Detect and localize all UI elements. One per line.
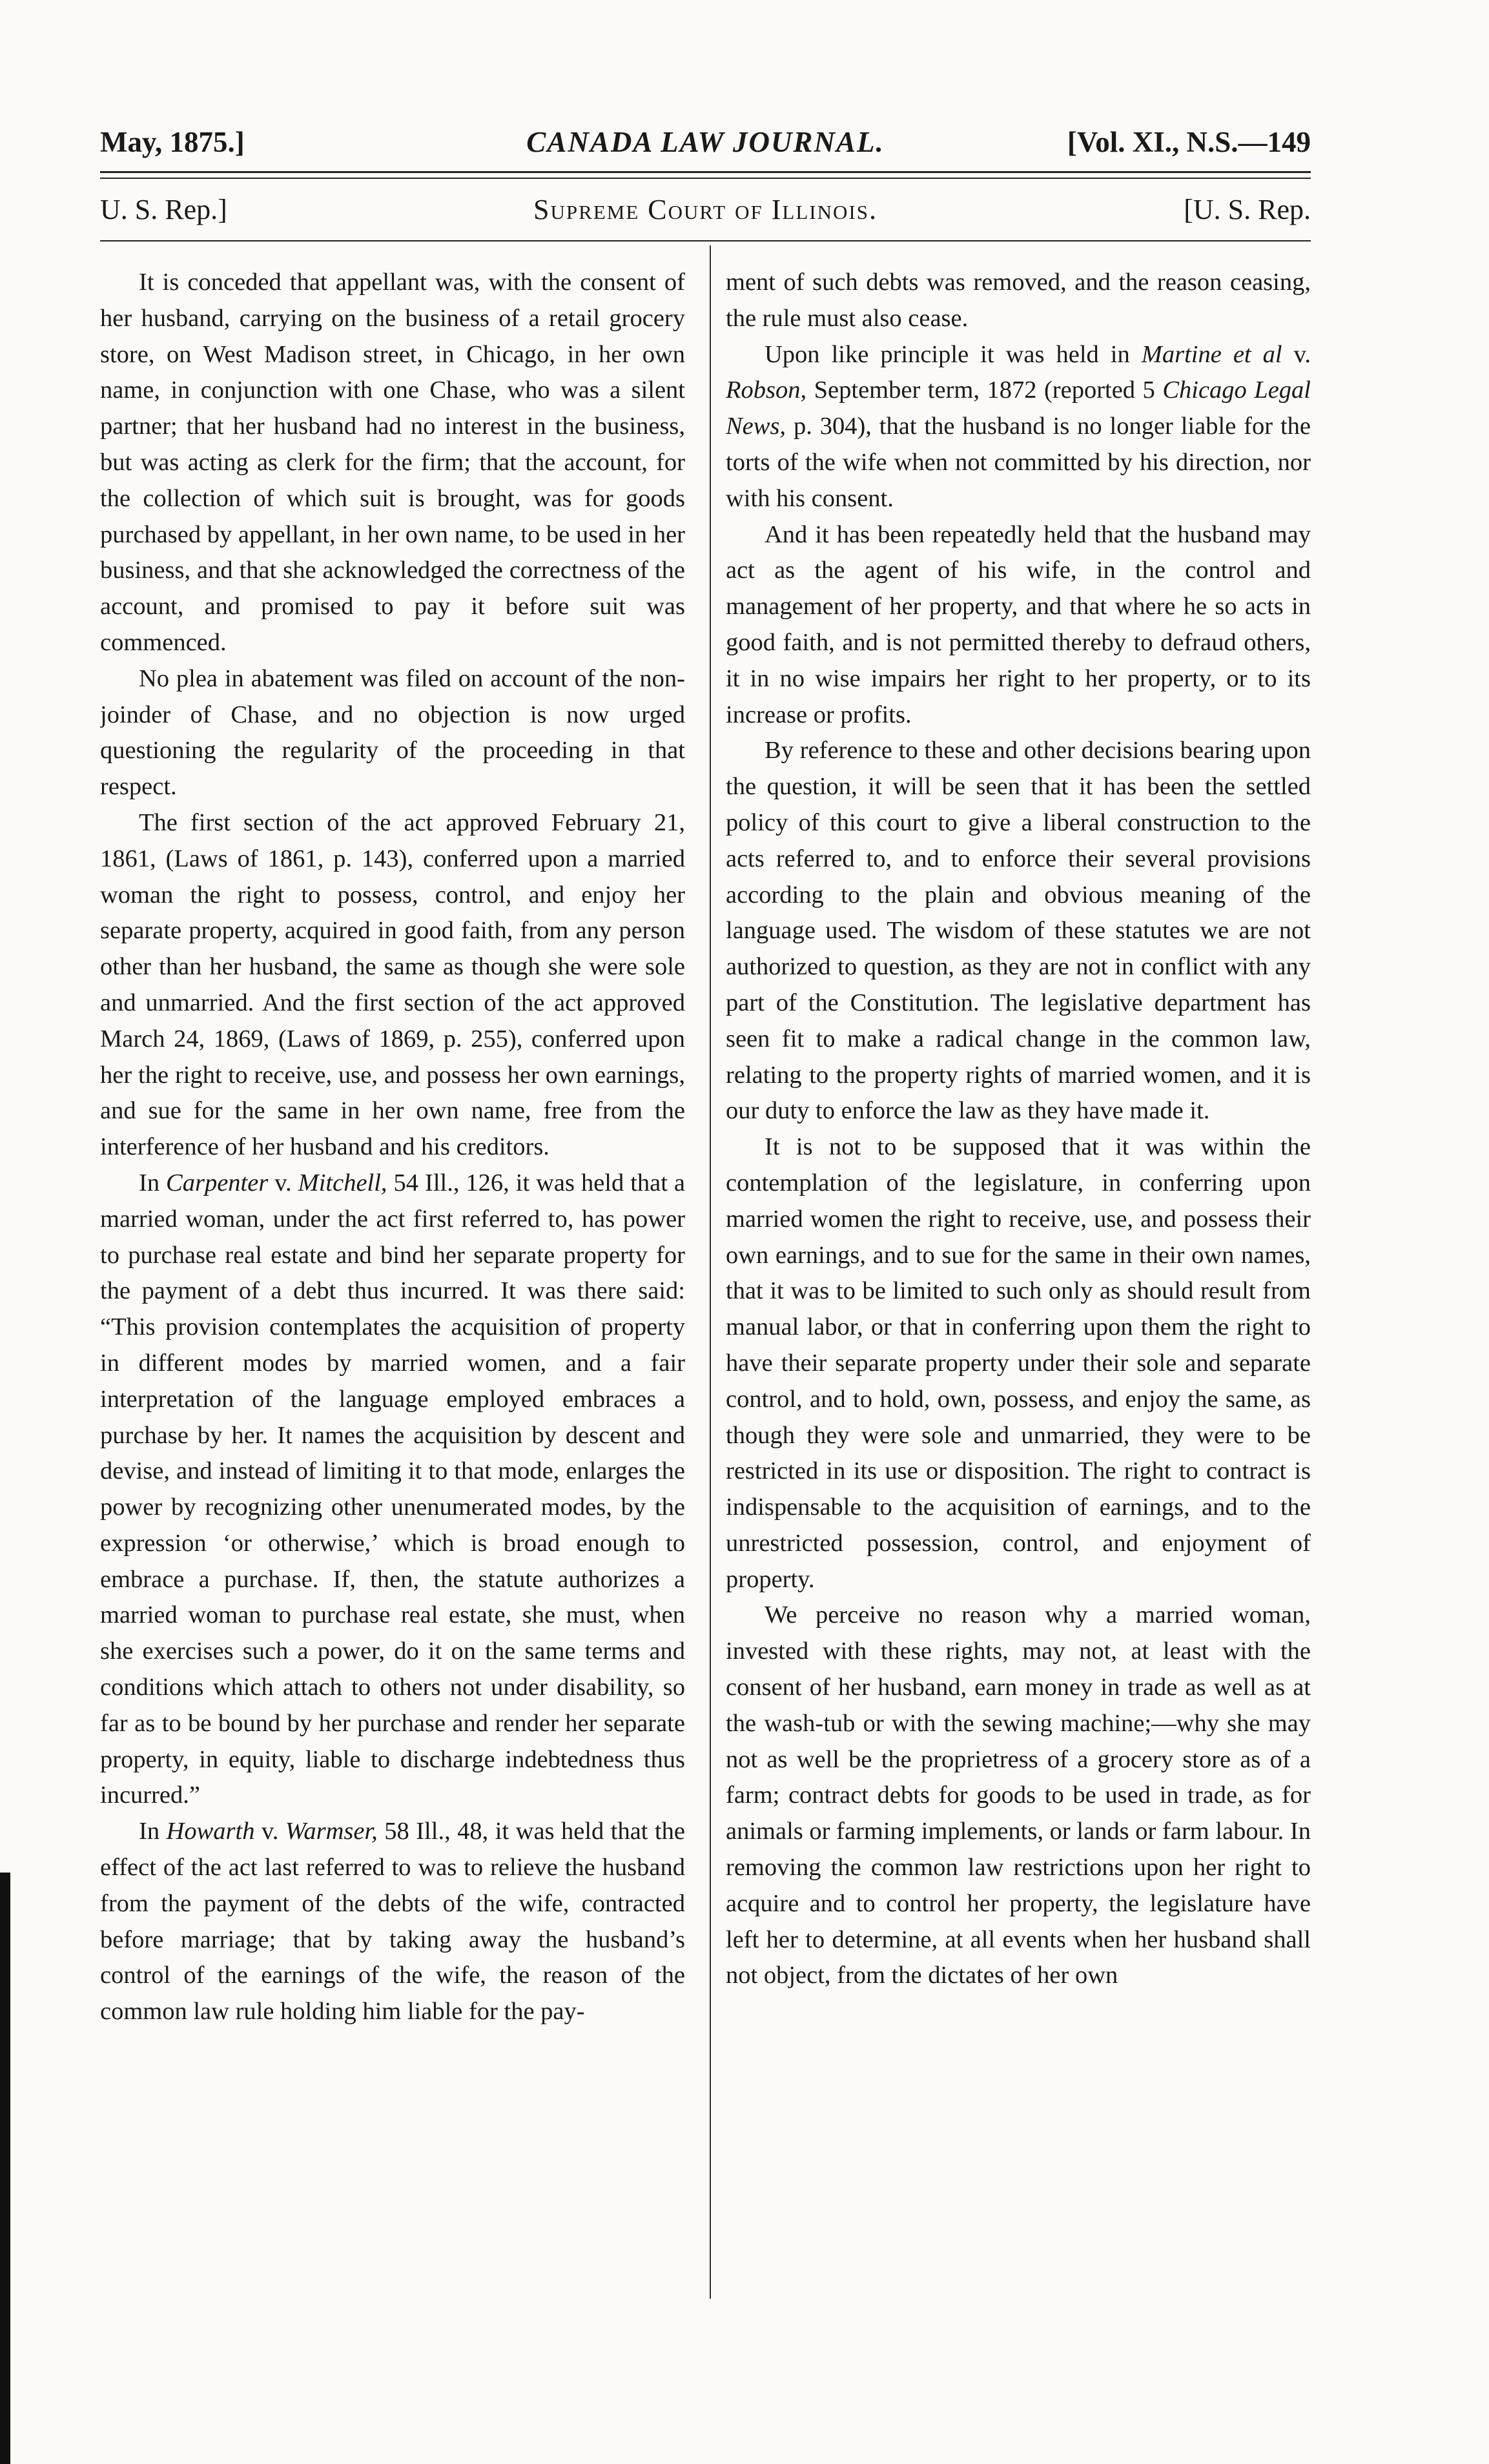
text-run: In [139, 1818, 167, 1845]
text-run: v. [268, 1169, 298, 1196]
paragraph: No plea in abatement was filed on account of the non-joinder of Chase, and no objection is now urged questioning the regularity of the proceeding in that respect. [100, 664, 685, 801]
journal-title: CANADA LAW JOURNAL. [526, 126, 885, 158]
section-header [100, 187, 1311, 232]
court-name: Supreme Court of Illinois. [533, 194, 878, 225]
case-name: Carpenter [166, 1169, 269, 1196]
paragraph: ment of such debts was removed, and the reason ceasing, the rule must also cease. [726, 269, 1311, 332]
text-run: September term, 1872 (reported 5 [806, 376, 1163, 404]
paragraph: It is not to be supposed that it was within the contemplation of the legislature, in conferring upon married women the right to receive, use, and possess their own earnings, and to sue for the same in their own names, that it was to be limited to such only as should result from manual labor, or that in conferring upon them the right to have their separate property under their sole and separate control, and to hold, own, possess, and enjoy the same, as though they were sole and unmarried, they were to be restricted in its use or disposition. The right to contract is indispensable to the acquisition of earnings, and to the unrestricted possession, control, and enjoyment of property. [726, 1133, 1311, 1593]
case-name: Warmser, [285, 1818, 378, 1845]
scan-edge-shadow [0, 1873, 14, 2464]
text-run: Upon like principle it was held in [765, 340, 1142, 368]
volume-page: [Vol. XI., N.S.—149 [1067, 126, 1311, 158]
paragraph: It is conceded that appellant was, with the consent of her husband, carrying on the business of a retail grocery store, on West Madison street, in Chicago, in her own name, in conjunction with one Chase, who was a silent partner; that her husband had no interest in the business, but was acting as clerk for the firm; that the account, for the collection of which suit is brought, was for goods purchased by appellant, in her own name, to be used in her business, and that she acknowledged the correctness of the account, and promised to pay it before suit was commenced. [100, 269, 685, 656]
paragraph [100, 1165, 685, 1814]
text-run: v. [254, 1818, 285, 1845]
left-column [100, 265, 685, 2312]
report-tag-right: [U. S. Rep. [1184, 194, 1311, 225]
text-run: 58 Ill., 48, it was held that the effect of the act last referred to was to relieve the husband from the payment of the debts of the wife, contracted before marriage; that by taking away the husband’s control of the earnings of the wife, the reason of the common law rule holding him liable for the pay- [100, 1818, 685, 2026]
text-run: p. 304), that the husband is no longer liable for the torts of the wife when not committed by his direction, nor with his consent. [726, 413, 1311, 512]
paragraph: The first section of the act approved February 21, 1861, (Laws of 1861, p. 143), conferred upon a married woman the right to possess, control, and enjoy her separate property, acquired in good faith, from any person other than her husband, the same as though she were sole and unmarried. And the first section of the act approved March 24, 1869, (Laws of 1869, p. 255), conferred upon her the right to receive, use, and possess her own earnings, and sue for the same in her own name, free from the interference of her husband and his creditors. [100, 808, 685, 1161]
text-run: In [139, 1169, 167, 1196]
running-header [100, 119, 1311, 165]
column-divider [710, 245, 711, 2299]
header-double-rule [100, 171, 1311, 179]
paragraph: We perceive no reason why a married woman, invested with these rights, may not, at least with the consent of her husband, earn money in trade as well as at the wash-tub or with the sewing machine;—why she may not as well be the proprietress of a grocery store as of a farm; contract debts for goods to be used in trade, as for animals or farming implements, or lands or farm labour. In removing the common law restrictions upon her right to acquire and to control her property, the legislature have left her to determine, at all events when her husband shall not object, from the dictates of her own [726, 1601, 1311, 1989]
report-tag-left: U. S. Rep.] [100, 194, 227, 225]
case-name: Howarth [166, 1818, 255, 1845]
case-name: Mitchell, [298, 1169, 387, 1196]
reporter-name: Chicago Legal News, [726, 376, 1311, 440]
text-run: v. [1282, 340, 1311, 368]
case-name: Robson, [726, 376, 807, 404]
issue-date: May, 1875.] [100, 126, 245, 158]
text-run: 54 Ill., 126, it was held that a married woman, under the act first referred to, has power to purchase real estate and bind her separate property for the payment of a debt thus incurred. It was there said: “This provision contemplates the acquisition of property in different modes by married women, and a fair interpretation of the language employed embraces a purchase by her. It names the acquisition by descent and devise, and instead of limiting it to that mode, enlarges the power by recognizing other unenumerated modes, by the expression ‘or otherwise,’ which is broad enough to embrace a purchase. If, then, the statute authorizes a married woman to purchase real estate, she must, when she exercises such a power, do it on the same terms and conditions which attach to others not under disability, so far as to be bound by her purchase and render her separate property, in equity, liable to discharge indebtedness thus incurred.” [100, 1169, 685, 1809]
case-name: Martine et al [1141, 340, 1282, 368]
paragraph: By reference to these and other decisions bearing upon the question, it will be seen that it has been the settled policy of this court to give a liberal construction to the acts referred to, and to enforce their several provisions according to the plain and obvious meaning of the language used. The wisdom of these statutes we are not authorized to question, as they are not in conflict with any part of the Constitution. The legislative department has seen fit to make a radical change in the common law, relating to the property rights of married women, and it is our duty to enforce the law as they have made it. [726, 737, 1311, 1125]
paragraph [100, 1814, 685, 2030]
paragraph: And it has been repeatedly held that the husband may act as the agent of his wife, in the control and management of her property, and that where he so acts in good faith, and is not permitted thereby to defraud others, it in no wise impairs her right to her property, or to its increase or profits. [726, 520, 1311, 728]
section-rule [100, 240, 1311, 241]
right-column [726, 265, 1311, 2312]
paragraph [726, 337, 1311, 517]
